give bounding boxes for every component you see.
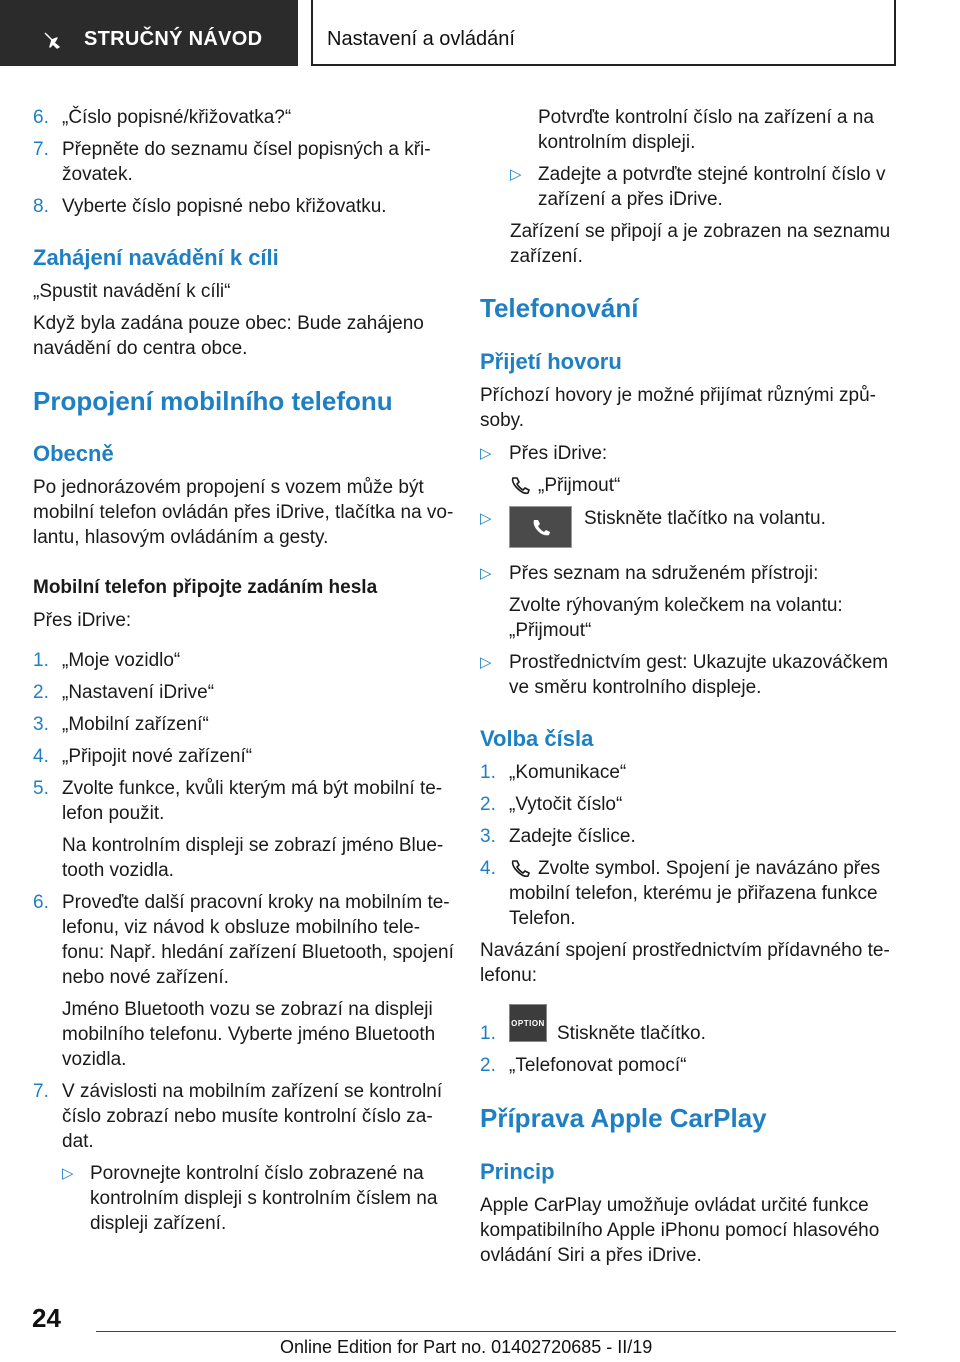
bullet-triangle-icon: ▷	[480, 445, 492, 462]
tab-quick-guide[interactable]	[0, 0, 298, 66]
paragraph: navádění do centra obce.	[33, 338, 248, 359]
hand-pointer-icon	[42, 30, 62, 50]
heading-pair-password: Mobilní telefon připojte zadáním hesla	[33, 577, 378, 598]
footer-edition: Online Edition for Part no. 01402720685 - II/19	[280, 1337, 653, 1357]
list-item: „Připojit nové zařízení“	[62, 746, 253, 767]
tab-quick-guide-label: STRUČNÝ NÁVOD	[84, 28, 263, 50]
list-note: mobilního telefonu. Vyberte jméno Bluetooth	[62, 1024, 436, 1045]
list-number: 5.	[33, 778, 49, 799]
list-item: „Nastavení iDrive“	[62, 682, 215, 703]
page-header	[0, 0, 960, 66]
list-note: vozidla.	[62, 1049, 127, 1070]
list-number: 2.	[480, 1055, 496, 1076]
paragraph: mobilní telefon ovládán přes iDrive, tlačítka na vo-	[33, 502, 454, 523]
list-note: Jméno Bluetooth vozu se zobrazí na displeji	[62, 999, 433, 1020]
list-number: 6.	[33, 892, 49, 913]
list-item: mobilní telefon, kterému je přiřazena funkce	[509, 883, 878, 904]
list-item: „Mobilní zařízení“	[62, 714, 209, 735]
paragraph: Apple CarPlay umožňuje ovládat určité funkce	[480, 1195, 869, 1216]
list-item: lefonu, viz návod k obsluze mobilního tele-	[62, 917, 421, 938]
bullet-item: Potvrďte kontrolní číslo na zařízení a na	[538, 107, 874, 128]
bullet-item: zařízení a přes iDrive.	[538, 189, 723, 210]
heading-dial-number: Volba čísla	[480, 726, 594, 751]
paragraph: Přes iDrive:	[33, 610, 132, 631]
list-item: číslo zobrazí nebo musíte kontrolní číslo za-	[62, 1106, 433, 1127]
heading-carplay: Příprava Apple CarPlay	[480, 1103, 767, 1133]
list-item: „Vytočit číslo“	[509, 794, 623, 815]
paragraph: Zařízení se připojí a je zobrazen na seznamu	[510, 221, 891, 242]
tab-settings-controls[interactable]	[311, 0, 896, 66]
paragraph: soby.	[480, 410, 525, 431]
bullet-triangle-icon: ▷	[510, 166, 522, 183]
paragraph: Když byla zadána pouze obec: Bude zahájeno	[33, 313, 424, 334]
heading-phone-pairing: Propojení mobilního telefonu	[33, 386, 393, 416]
paragraph: kompatibilního Apple iPhonu pomocí hlasového	[480, 1220, 880, 1241]
paragraph: zařízení.	[510, 246, 583, 267]
heading-start-guidance: Zahájení navádění k cíli	[33, 245, 279, 270]
tab-settings-controls-label: Nastavení a ovládání	[327, 28, 515, 50]
paragraph: Navázání spojení prostřednictvím přídavného te-	[480, 940, 890, 961]
list-item: „Moje vozidlo“	[62, 650, 181, 671]
phone-handset-icon	[529, 516, 553, 540]
list-number: 1.	[480, 762, 496, 783]
list-number: 7.	[33, 139, 49, 160]
phone-handset-icon	[509, 475, 531, 497]
list-number: 7.	[33, 1081, 49, 1102]
bullet-note: Zvolte rýhovaným kolečkem na volantu:	[509, 595, 843, 616]
option-button-image: OPTION	[509, 1004, 547, 1042]
list-item: „Komunikace“	[509, 762, 627, 783]
list-number: 4.	[33, 746, 49, 767]
list-item: Zadejte číslice.	[509, 826, 636, 847]
bullet-item: Přes seznam na sdruženém přístroji:	[509, 563, 819, 584]
list-item: „Telefonovat pomocí“	[509, 1055, 687, 1076]
bullet-item: Stiskněte tlačítko na volantu.	[584, 508, 826, 529]
paragraph: lefonu:	[480, 965, 538, 986]
list-note: tooth vozidla.	[62, 860, 174, 881]
list-number: 3.	[480, 826, 496, 847]
bullet-item: Zadejte a potvrďte stejné kontrolní číslo v	[538, 164, 886, 185]
page-number: 24	[32, 1303, 61, 1333]
list-item: Telefon.	[509, 908, 576, 929]
voice-command: „Spustit navádění k cíli“	[33, 281, 231, 302]
paragraph: Po jednorázovém propojení s vozem může být	[33, 477, 424, 498]
list-item: nebo nové zařízení.	[62, 967, 229, 988]
bullet-item: Porovnejte kontrolní číslo zobrazené na	[90, 1163, 424, 1184]
paragraph: ovládání Siri a přes iDrive.	[480, 1245, 702, 1266]
list-item: Vyberte číslo popisné nebo křižovatku.	[62, 196, 387, 217]
heading-general: Obecně	[33, 441, 114, 466]
bullet-note: „Přijmout“	[509, 620, 592, 641]
list-number: 2.	[480, 794, 496, 815]
list-item: V závislosti na mobilním zařízení se kontrolní	[62, 1081, 443, 1102]
bullet-item: kontrolním displeji s kontrolním číslem na	[90, 1188, 438, 1209]
bullet-triangle-icon: ▷	[480, 565, 492, 582]
list-note: Na kontrolním displeji se zobrazí jméno Blue-	[62, 835, 444, 856]
bullet-item: kontrolním displeji.	[538, 132, 696, 153]
list-item: Stiskněte tlačítko.	[557, 1023, 706, 1044]
list-number: 1.	[33, 650, 49, 671]
list-number: 2.	[33, 682, 49, 703]
list-number: 6.	[33, 107, 49, 128]
list-number: 4.	[480, 858, 496, 879]
list-item: Zvolte funkce, kvůli kterým má být mobilní te-	[62, 778, 443, 799]
list-item: žovatek.	[62, 164, 133, 185]
heading-telephony: Telefonování	[480, 293, 639, 323]
list-number: 8.	[33, 196, 49, 217]
bullet-item: Prostřednictvím gest: Ukazujte ukazováčkem	[509, 652, 889, 673]
heading-accept-call: Přijetí hovoru	[480, 349, 622, 374]
bullet-triangle-icon: ▷	[480, 510, 492, 527]
list-item: Přepněte do seznamu čísel popisných a kři-	[62, 139, 431, 160]
bullet-item: Přes iDrive:	[509, 443, 608, 464]
paragraph: lantu, hlasovým ovládáním a gesty.	[33, 527, 329, 548]
list-item: lefon použit.	[62, 803, 165, 824]
bullet-triangle-icon: ▷	[480, 654, 492, 671]
list-item: Zvolte symbol. Spojení je navázáno přes	[538, 858, 881, 879]
footer-divider	[96, 1331, 896, 1332]
voice-command: „Přijmout“	[538, 475, 621, 496]
list-number: 1.	[480, 1023, 496, 1044]
list-item: dat.	[62, 1131, 94, 1152]
list-number: 3.	[33, 714, 49, 735]
bullet-item: displeji zařízení.	[90, 1213, 227, 1234]
list-item: „Číslo popisné/křižovatka?“	[62, 107, 292, 128]
steering-wheel-phone-button	[509, 506, 572, 548]
phone-handset-icon	[509, 858, 531, 880]
list-item: Proveďte další pracovní kroky na mobilním te-	[62, 892, 450, 913]
bullet-triangle-icon: ▷	[62, 1165, 74, 1182]
list-item: fonu: Např. hledání zařízení Bluetooth, spojení	[62, 942, 454, 963]
heading-principle: Princip	[480, 1159, 555, 1184]
paragraph: Příchozí hovory je možné přijímat různými způ-	[480, 385, 876, 406]
bullet-item: ve směru kontrolního displeje.	[509, 677, 762, 698]
